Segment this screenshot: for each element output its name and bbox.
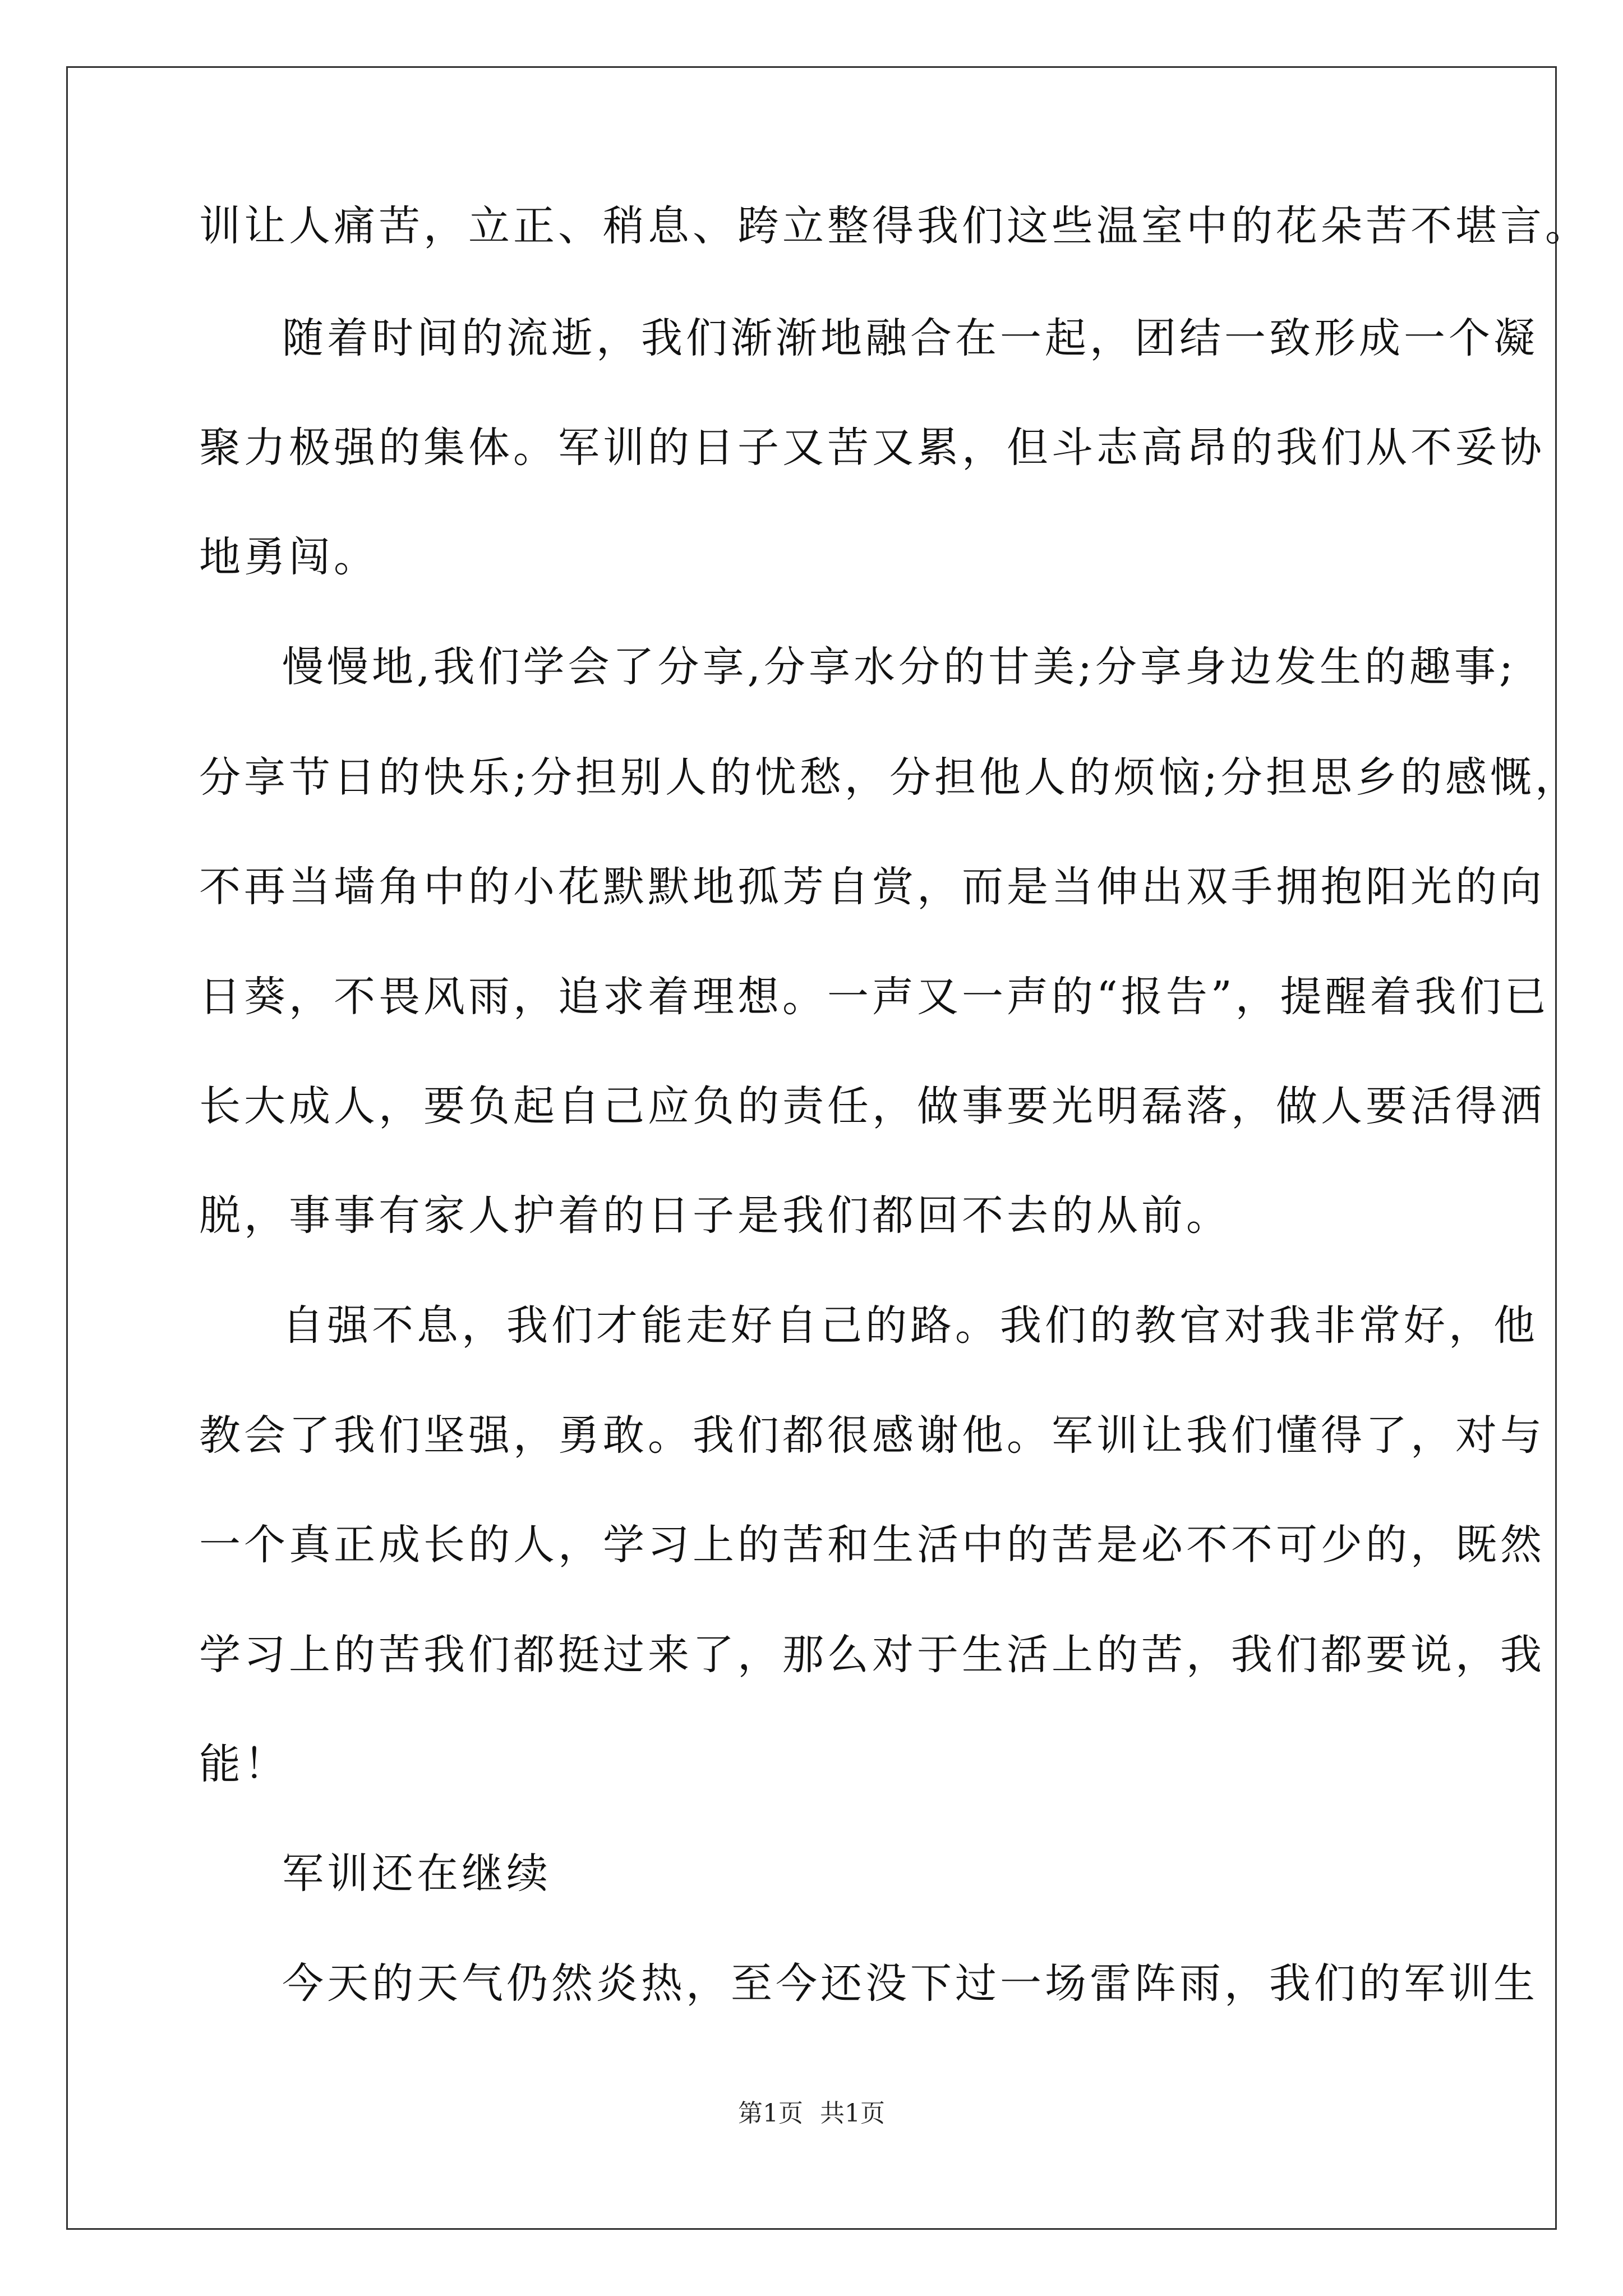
text-line: 地勇闯。: [199, 533, 379, 581]
page-number-total: 共1页: [820, 2099, 885, 2128]
text-line: 不再当墙角中的小花默默地孤芳自赏，而是当伸出双手拥抱阳光的向: [199, 863, 1545, 911]
text-line: 聚力极强的集体。军训的日子又苦又累，但斗志高昂的我们从不妥协: [199, 424, 1545, 472]
text-line: 军训还在继续: [282, 1849, 551, 1898]
text-line: 分享节日的快乐;分担别人的忧愁，分担他人的烦恼;分担思乡的感慨，: [199, 753, 1580, 802]
text-line: 脱，事事有家人护着的日子是我们都回不去的从前。: [199, 1191, 1231, 1240]
text-line: 训让人痛苦，立正、稍息、跨立整得我们这些温室中的花朵苦不堪言。: [199, 202, 1590, 250]
text-line: 今天的天气仍然炎热，至今还没下过一场雷阵雨，我们的军训生: [282, 1959, 1538, 2008]
text-line: 能！: [199, 1740, 289, 1788]
text-line: 日葵，不畏风雨，追求着理想。一声又一声的“报告”，提醒着我们已: [199, 973, 1550, 1021]
text-line: 一个真正成长的人，学习上的苦和生活中的苦是必不不可少的，既然: [199, 1521, 1545, 1569]
page-footer: [0, 2098, 1623, 2129]
text-line: 自强不息，我们才能走好自己的路。我们的教官对我非常好，他: [282, 1301, 1538, 1350]
text-line: 随着时间的流逝，我们渐渐地融合在一起，团结一致形成一个凝: [282, 314, 1538, 362]
text-line: 慢慢地,我们学会了分享,分享水分的甘美;分享身边发生的趣事;: [282, 643, 1516, 691]
page-number-current: 第1页: [738, 2099, 803, 2128]
page-border: [66, 66, 1557, 2230]
text-line: 长大成人，要负起自己应负的责任，做事要光明磊落，做人要活得洒: [199, 1082, 1545, 1130]
text-line: 学习上的苦我们都挺过来了，那么对于生活上的苦，我们都要说，我: [199, 1631, 1545, 1679]
text-line: 教会了我们坚强，勇敢。我们都很感谢他。军训让我们懂得了，对与: [199, 1411, 1545, 1460]
